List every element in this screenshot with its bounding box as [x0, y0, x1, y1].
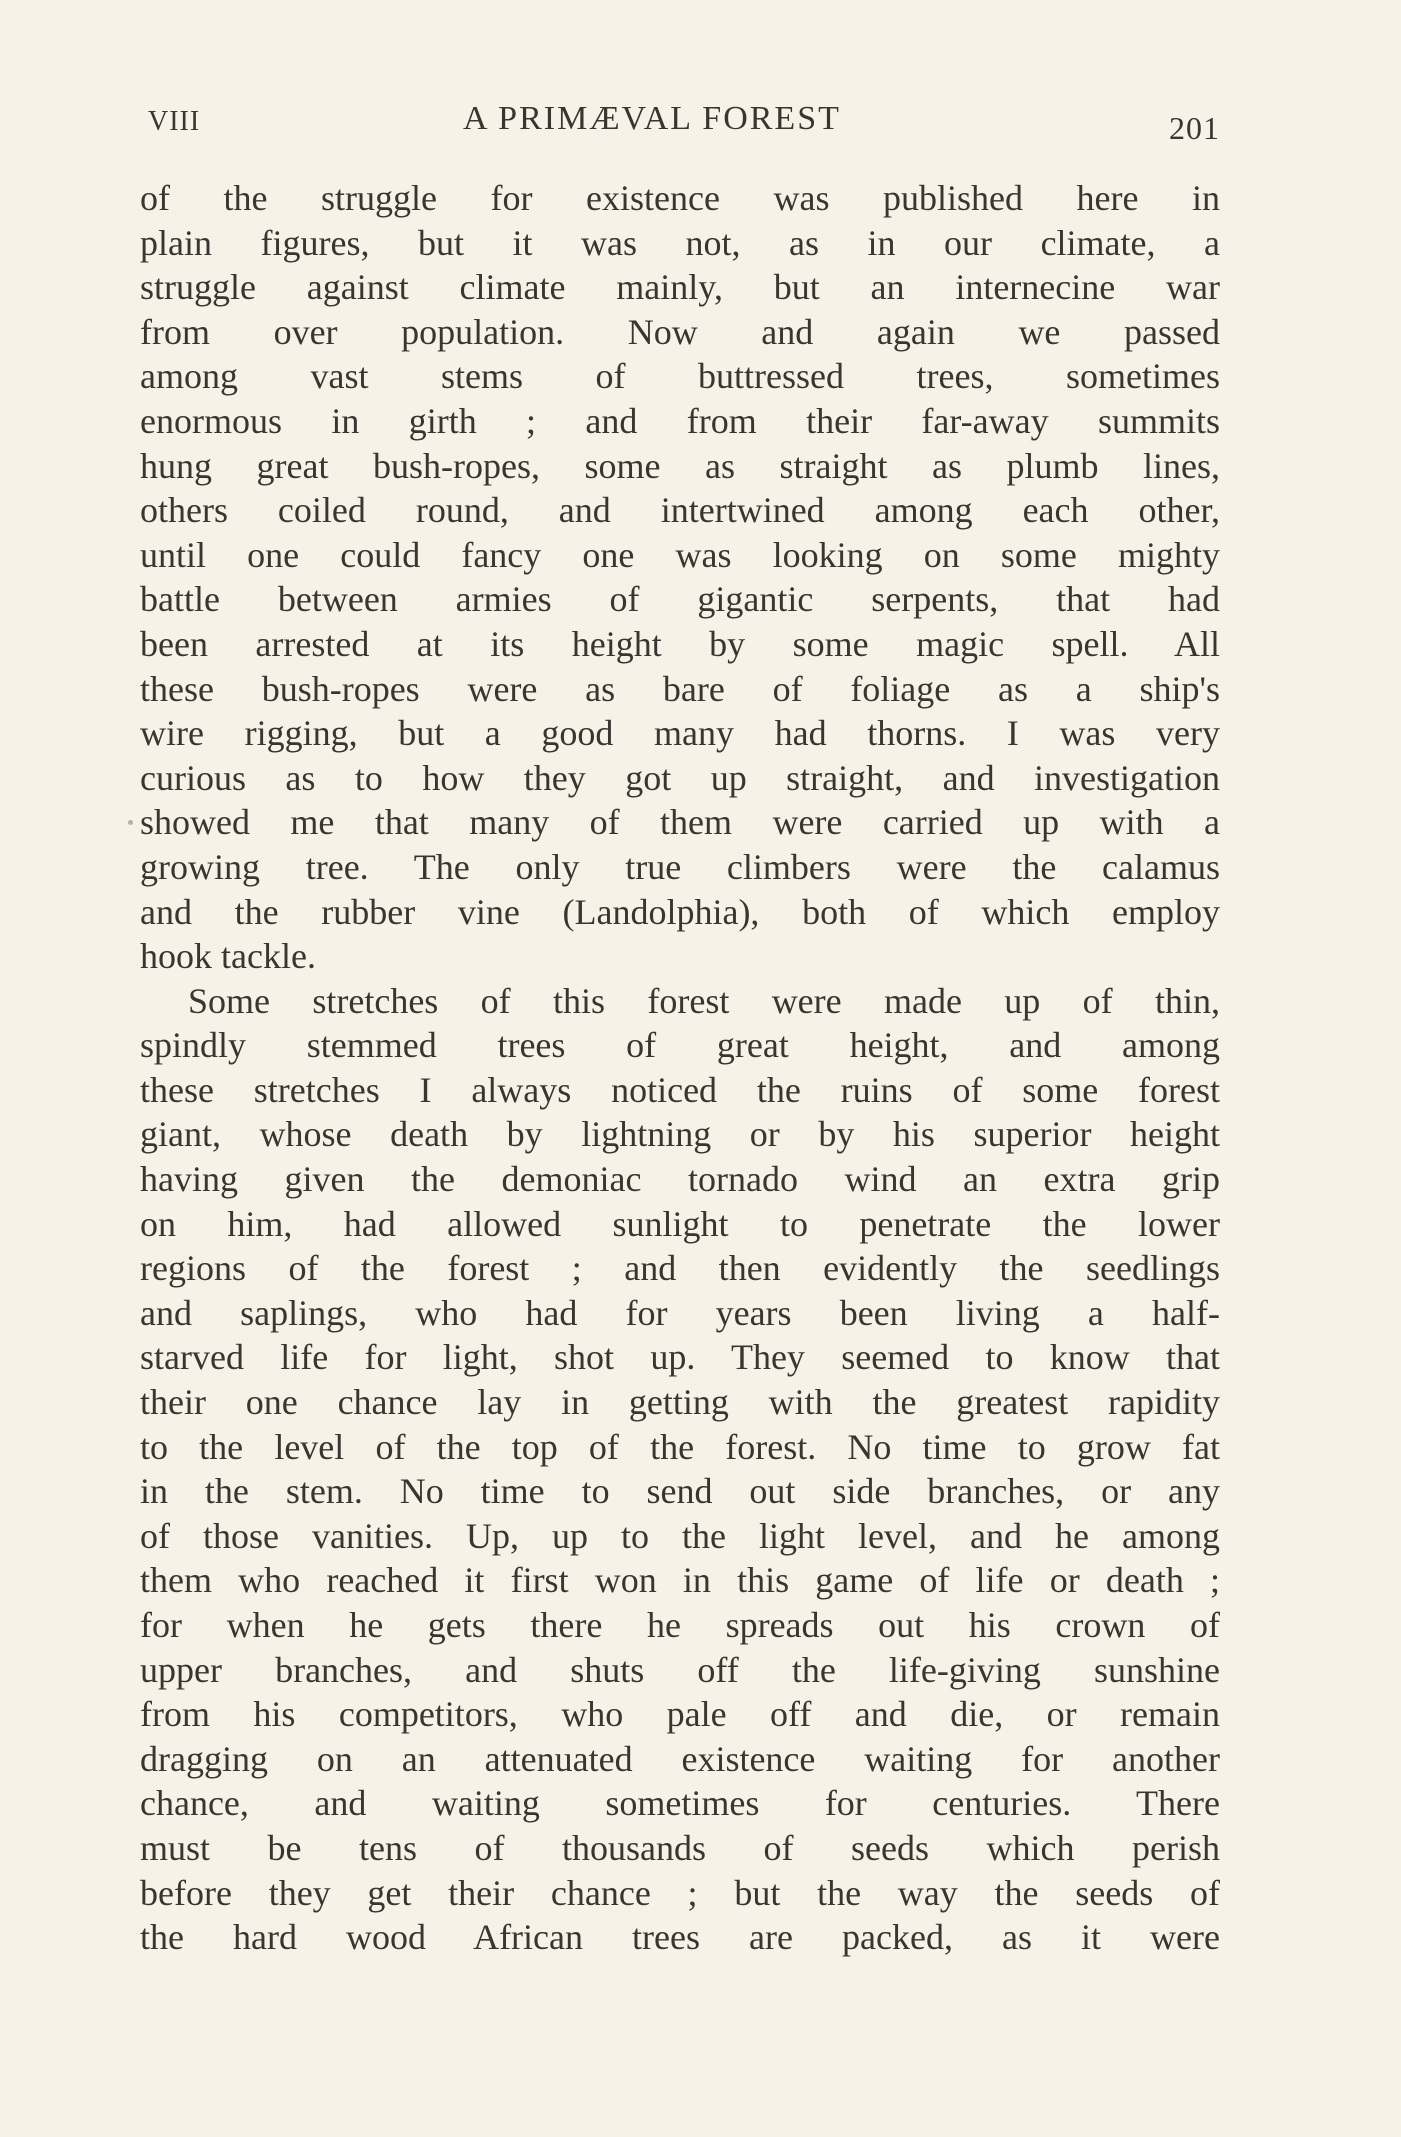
text-line: dragging on an attenuated existence waiting for another	[140, 1738, 1220, 1779]
text-line: growing tree. The only true climbers were the calamus	[140, 846, 1220, 887]
text-line: battle between armies of gigantic serpents, that had	[140, 579, 1220, 620]
text-line: these bush-ropes were as bare of foliage as a ship's	[140, 668, 1220, 709]
text-line: hung great bush-ropes, some as straight as plumb lines,	[140, 445, 1220, 486]
text-line: must be tens of thousands of seeds which perish	[140, 1827, 1220, 1868]
text-line: and the rubber vine (Landolphia), both of which employ	[140, 891, 1220, 932]
text-line: regions of the forest ; and then evidently the seedlings	[140, 1248, 1220, 1289]
text-line: from his competitors, who pale off and die, or remain	[140, 1694, 1220, 1735]
text-line: chance, and waiting sometimes for centuries. There	[140, 1783, 1220, 1824]
text-line: among vast stems of buttressed trees, sometimes	[140, 356, 1220, 397]
text-line: before they get their chance ; but the way the seeds of	[140, 1872, 1220, 1913]
text-line: to the level of the top of the forest. No time to grow fat	[140, 1426, 1220, 1467]
text-line: of the struggle for existence was published here in	[140, 178, 1220, 218]
text-line: upper branches, and shuts off the life-giving sunshine	[140, 1649, 1220, 1690]
text-line: and saplings, who had for years been living a half-	[140, 1292, 1220, 1333]
page-number: 201	[1169, 110, 1220, 146]
running-header	[140, 100, 1220, 150]
text-line: their one chance lay in getting with the greatest rapidity	[140, 1382, 1220, 1423]
text-line: Some stretches of this forest were made up of thin,	[188, 980, 1220, 1021]
text-line: giant, whose death by lightning or by his superior height	[140, 1114, 1220, 1155]
text-line: of those vanities. Up, up to the light level, and he among	[140, 1515, 1220, 1556]
text-line: enormous in girth ; and from their far-away summits	[140, 400, 1220, 441]
text-line: hook tackle.	[140, 936, 316, 977]
text-line: curious as to how they got up straight, and investigation	[140, 757, 1220, 798]
text-line: in the stem. No time to send out side branches, or any	[140, 1471, 1220, 1512]
text-line: wire rigging, but a good many had thorns. I was very	[140, 713, 1220, 754]
text-line: spindly stemmed trees of great height, and among	[140, 1025, 1220, 1066]
text-line: for when he gets there he spreads out his crown of	[140, 1605, 1220, 1645]
text-line: from over population. Now and again we passed	[140, 311, 1220, 352]
text-line: these stretches I always noticed the ruins of some forest	[140, 1069, 1220, 1110]
text-line: the hard wood African trees are packed, as it were	[140, 1917, 1220, 1958]
text-line: plain figures, but it was not, as in our climate, a	[140, 222, 1220, 263]
text-line: showed me that many of them were carried up with a	[140, 802, 1220, 843]
text-line: having given the demoniac tornado wind an extra grip	[140, 1159, 1220, 1200]
text-line: been arrested at its height by some magic spell. All	[140, 623, 1220, 664]
text-line: on him, had allowed sunlight to penetrate the lower	[140, 1203, 1220, 1244]
margin-speck	[128, 820, 133, 825]
text-line: struggle against climate mainly, but an internecine war	[140, 267, 1220, 308]
running-title: A PRIMÆVAL FOREST	[463, 100, 841, 137]
chapter-number: VIII	[148, 106, 201, 137]
text-line: until one could fancy one was looking on some mighty	[140, 534, 1220, 575]
text-line: others coiled round, and intertwined among each other,	[140, 490, 1220, 531]
text-line: them who reached it first won in this game of life or death ;	[140, 1560, 1220, 1601]
body-text	[140, 176, 1220, 1960]
text-line: starved life for light, shot up. They seemed to know that	[140, 1337, 1220, 1378]
